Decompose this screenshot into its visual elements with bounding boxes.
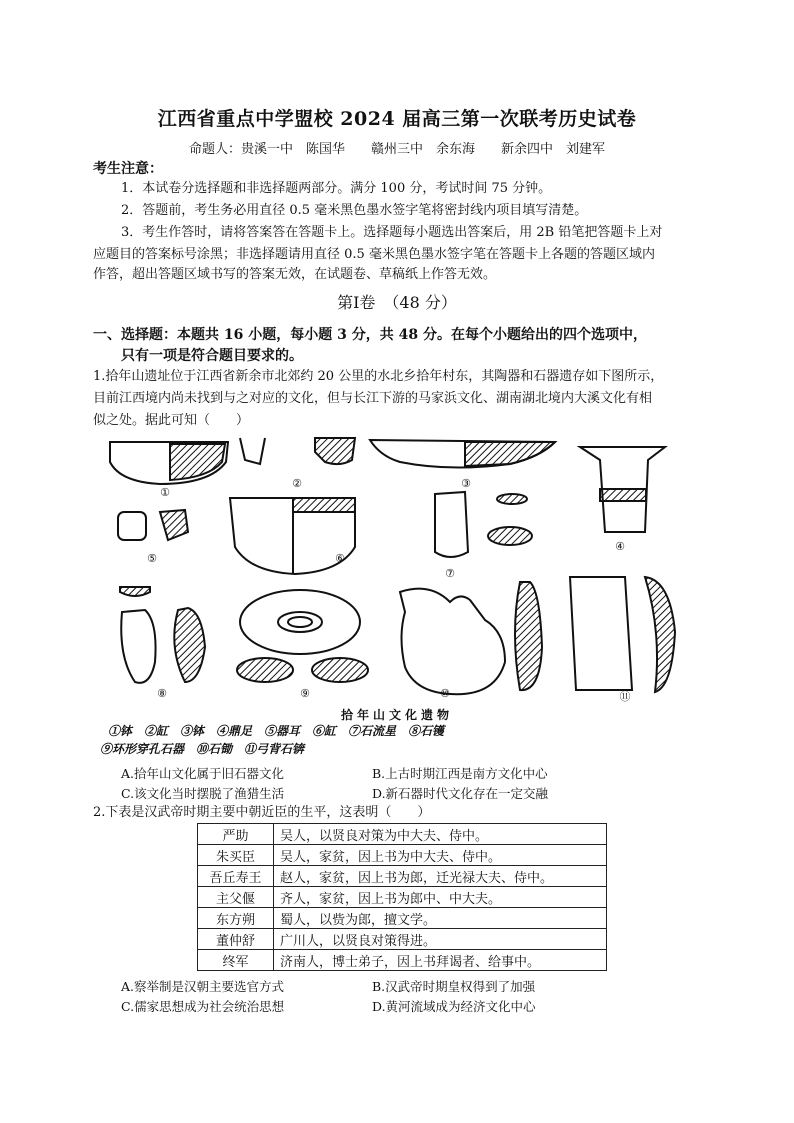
official-name: 主父偃 <box>198 887 274 908</box>
official-desc: 齐人，家贫，因上书为郎中、中大夫。 <box>274 887 607 908</box>
officials-table <box>197 823 607 971</box>
q2-option-c: C.儒家思想成为社会统治思想 <box>121 999 285 1014</box>
table-row <box>198 887 607 908</box>
part1-heading-line-1: 一、选择题：本题共 16 小题，每小题 3 分，共 48 分。在每个小题给出的四个选项中， <box>93 327 647 343</box>
table-row <box>198 950 607 971</box>
notice-item-3-line-1: 3．考生作答时，请将答案答在答题卡上。选择题每小题选出答案后，用 2B 铅笔把答题卡上对 <box>121 225 663 240</box>
num-4: ④ <box>615 540 625 553</box>
artifact-2-jar <box>240 438 355 464</box>
q1-line-2: 目前江西境内尚未找到与之对应的文化，但与长江下游的马家浜文化、湖南湖北境内大溪文化有相 <box>93 391 653 406</box>
official-desc: 赵人，家贫，因上书为郎，迁光禄大夫、侍中。 <box>274 866 607 887</box>
num-8: ⑧ <box>157 687 167 700</box>
num-5: ⑤ <box>147 552 157 565</box>
exam-authors: 命题人：贵溪一中 陈国华 赣州三中 余东海 新余四中 刘建军 <box>188 142 605 157</box>
num-10: ⑩ <box>440 687 450 700</box>
q1-option-d: D.新石器时代文化存在一定交融 <box>372 786 549 801</box>
official-desc: 济南人，博士弟子，因上书拜谒者、给事中。 <box>274 950 607 971</box>
table-row <box>198 908 607 929</box>
figure-legend-1: ①钵 ②缸 ③钵 ④鼎足 ⑤器耳 ⑥缸 ⑦石流星 ⑧石镬 <box>108 724 445 738</box>
part1-heading-line-2: 只有一项是符合题目要求的。 <box>121 348 303 364</box>
official-desc: 广川人，以贤良对策得进。 <box>274 929 607 950</box>
num-1: ① <box>160 486 170 499</box>
q1-option-c: C.该文化当时摆脱了渔猎生活 <box>121 786 285 801</box>
num-3: ③ <box>461 477 471 490</box>
num-6: ⑥ <box>335 552 345 565</box>
artifact-11-adze <box>570 577 675 692</box>
num-2: ② <box>292 477 302 490</box>
section-title: 第Ⅰ卷 （48 分） <box>337 293 457 312</box>
figure-caption: 拾年山文化遗物 <box>340 708 453 722</box>
official-name: 董仲舒 <box>198 929 274 950</box>
notice-item-2: 2．答题前，考生务必用直径 0.5 毫米黑色墨水签字笔将密封线内项目填写清楚。 <box>121 203 588 218</box>
artifact-5-handles <box>118 510 188 540</box>
table-row <box>198 824 607 845</box>
num-11: ⑪ <box>619 690 631 703</box>
artifact-4-cup <box>580 447 665 532</box>
exam-title: 江西省重点中学盟校 2024 届高三第一次联考历史试卷 <box>157 108 637 130</box>
q1-option-a: A.拾年山文化属于旧石器文化 <box>121 766 285 781</box>
artifact-7-stone <box>435 492 532 557</box>
figure-legend-2: ⑨环形穿孔石器 ⑩石锄 ⑪弓背石锛 <box>100 742 305 756</box>
notice-item-3-line-3: 作答，超出答题区域书写的答案无效，在试题卷、草稿纸上作答无效。 <box>93 267 497 282</box>
artifact-8-hoe <box>120 587 205 683</box>
artifact-9-ring <box>237 590 368 682</box>
official-name: 严助 <box>198 824 274 845</box>
artifact-1-bowl <box>110 442 228 484</box>
artifact-10-spade <box>400 582 542 694</box>
table-row <box>198 866 607 887</box>
artifact-3-bowl <box>370 440 555 468</box>
part1-heading <box>93 325 713 367</box>
num-9: ⑨ <box>300 687 310 700</box>
question-1-stem <box>93 366 713 432</box>
num-7: ⑦ <box>445 567 455 580</box>
official-name: 终军 <box>198 950 274 971</box>
official-name: 朱买臣 <box>198 845 274 866</box>
question-2-stem: 2.下表是汉武帝时期主要中朝近臣的生平，这表明（ ） <box>93 805 431 820</box>
table-row <box>198 929 607 950</box>
notice-item-1: 1．本试卷分选择题和非选择题两部分。满分 100 分，考试时间 75 分钟。 <box>121 181 552 196</box>
official-desc: 蜀人，以赀为郎，擅文学。 <box>274 908 607 929</box>
q1-line-3: 似之处。据此可知（ ） <box>93 413 250 428</box>
q2-option-a: A.察举制是汉朝主要选官方式 <box>121 979 285 994</box>
official-name: 东方朔 <box>198 908 274 929</box>
official-desc: 吴人，以贤良对策为中大夫、侍中。 <box>274 824 607 845</box>
official-name: 吾丘寿王 <box>198 866 274 887</box>
notice-item-3-line-2: 应题目的答案标号涂黑；非选择题请用直径 0.5 毫米黑色墨水签字笔在答题卡上各题的答题区域内 <box>93 247 655 262</box>
notice-heading: 考生注意： <box>93 161 163 177</box>
table-row <box>198 845 607 866</box>
q1-line-1: 1.拾年山遗址位于江西省新余市北郊约 20 公里的水北乡拾年村东，其陶器和石器遗存如下图所示， <box>93 369 664 384</box>
q1-option-b: B.上古时期江西是南方文化中心 <box>372 766 548 781</box>
q2-option-d: D.黄河流域成为经济文化中心 <box>372 999 536 1014</box>
official-desc: 吴人，家贫，因上书为中大夫、侍中。 <box>274 845 607 866</box>
q2-option-b: B.汉武帝时期皇权得到了加强 <box>372 979 536 994</box>
